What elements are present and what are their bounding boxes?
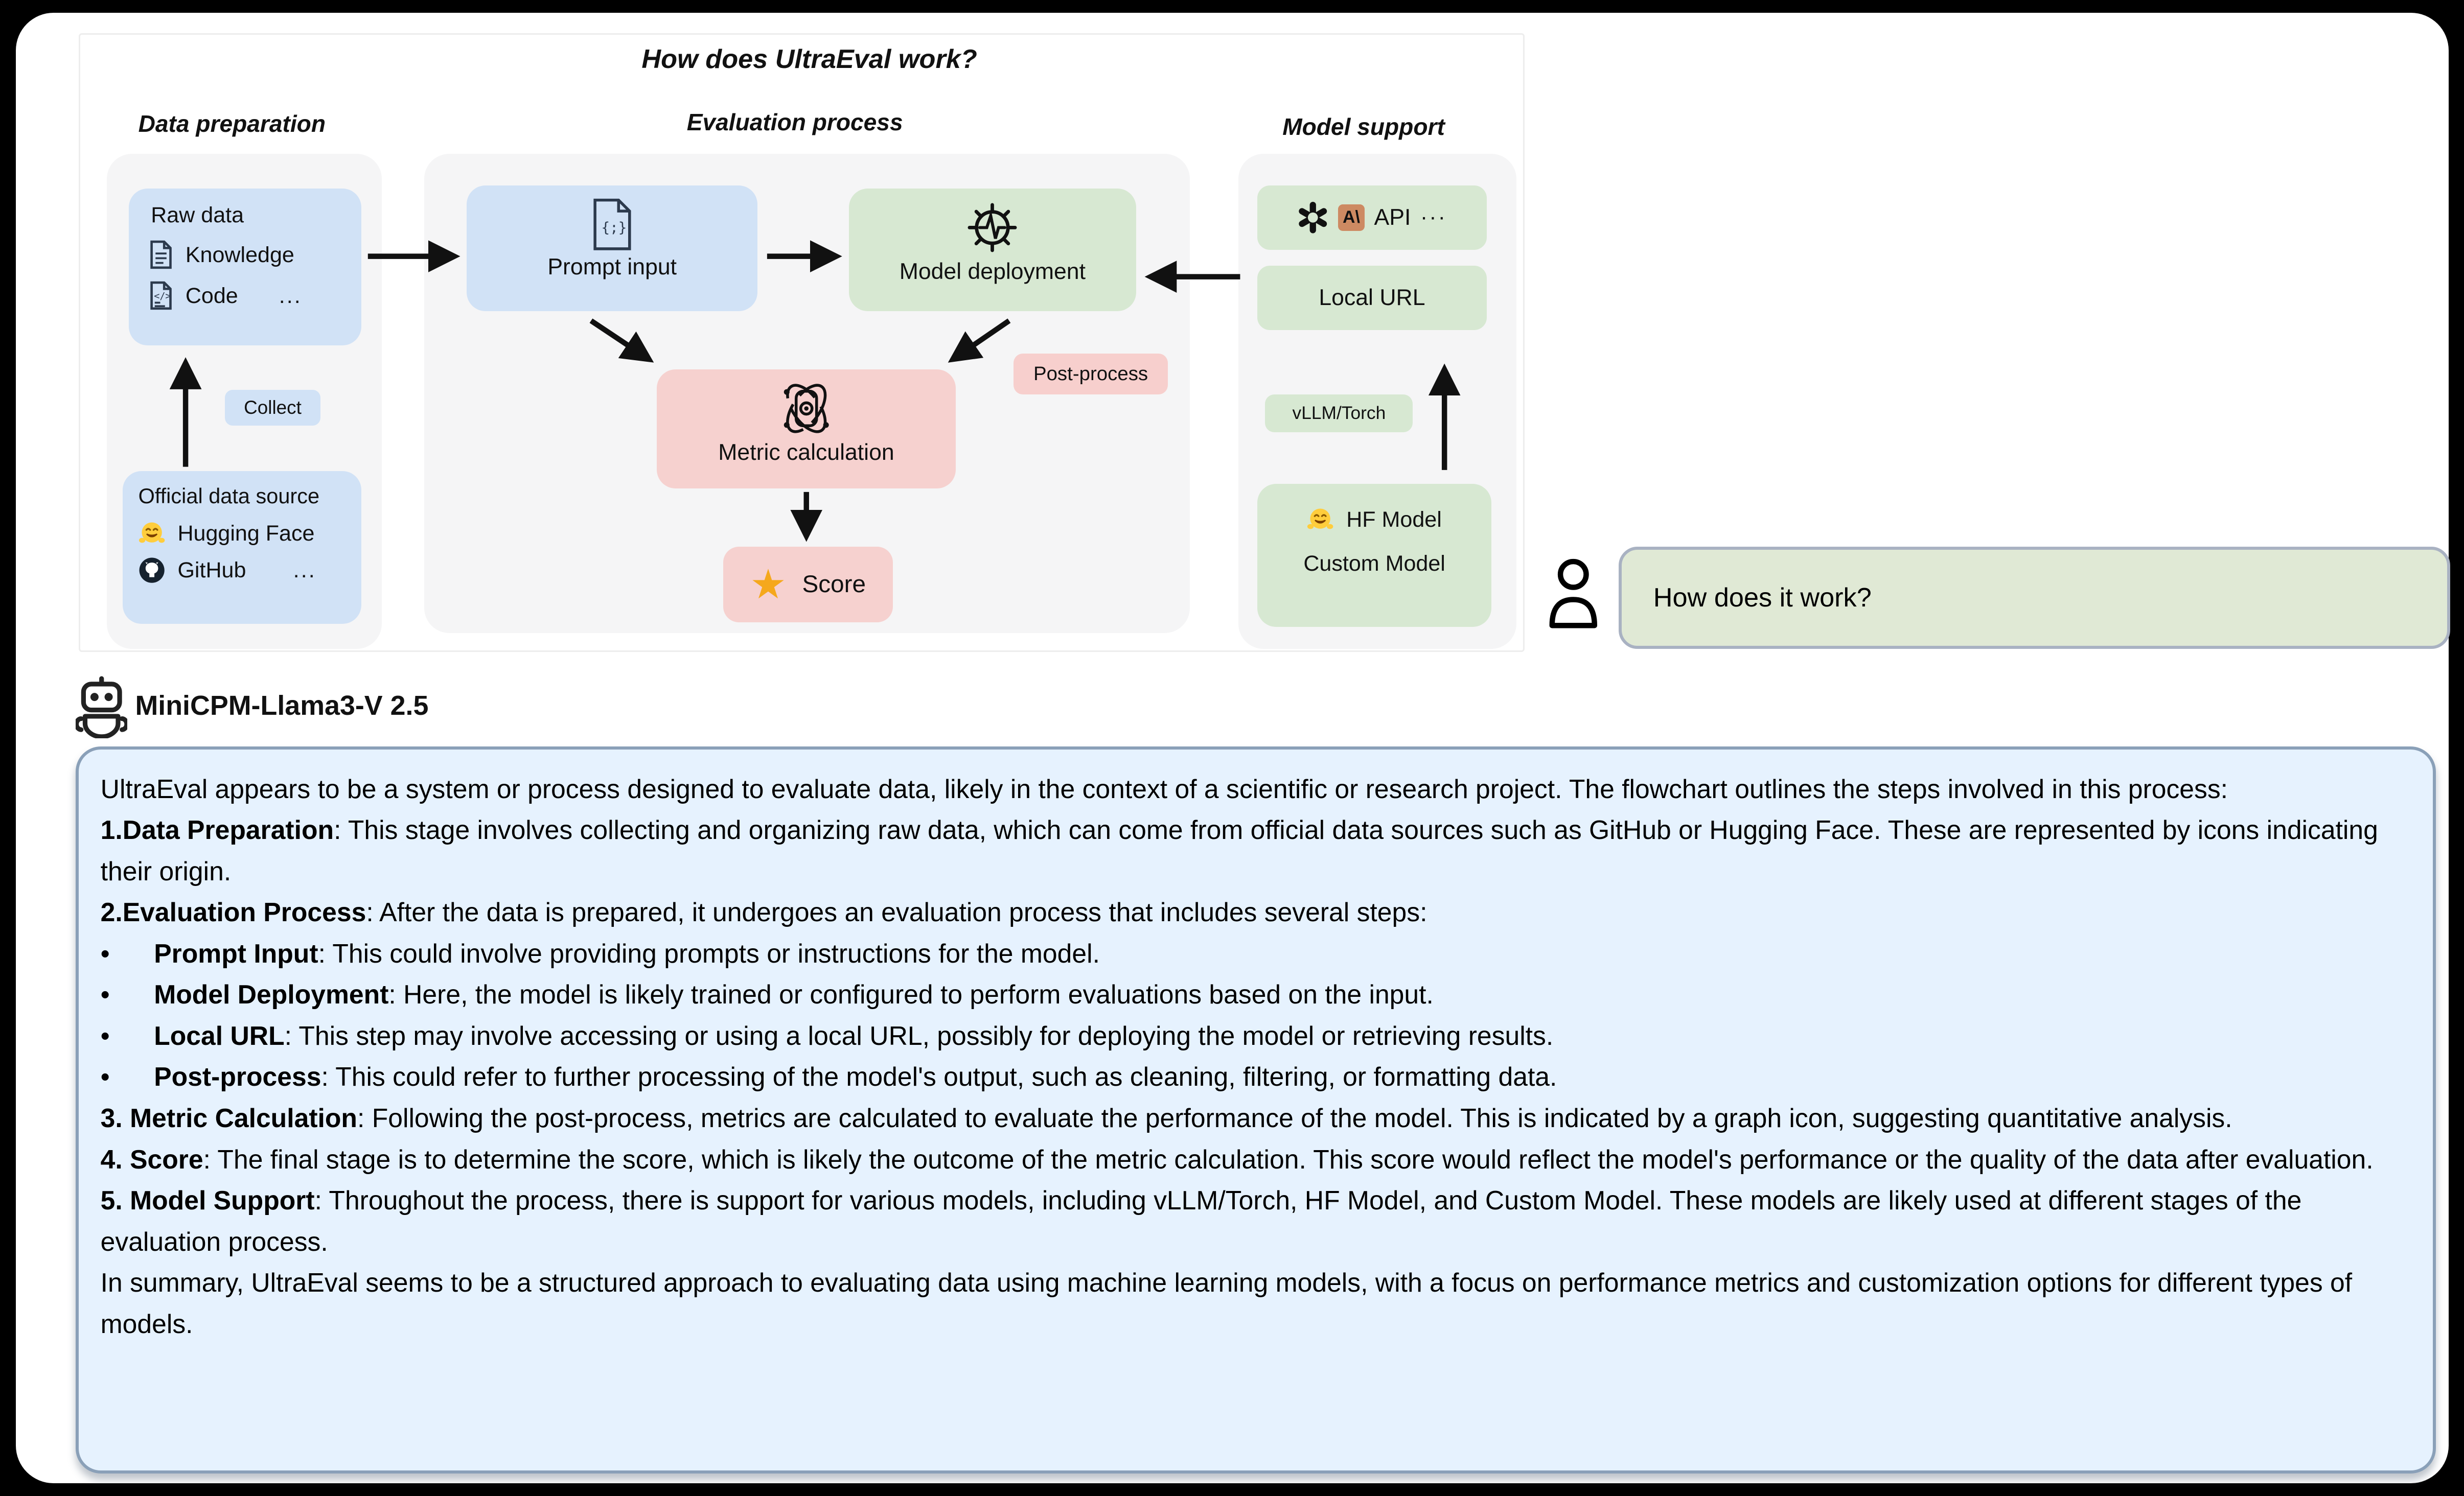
custom-model-label: Custom Model xyxy=(1303,551,1445,576)
raw-data-item-label: Knowledge xyxy=(185,242,294,267)
gear-pulse-icon xyxy=(849,198,1137,258)
header-evaluation-process: Evaluation process xyxy=(686,109,903,136)
answer-paragraph: 1.Data Preparation: This stage involves collecting and organizing raw data, which can come from official data sources such as GitHub or Hugging Face. These are represented by icons indicating their origin. xyxy=(100,815,2378,886)
model-deployment-label: Model deployment xyxy=(899,259,1086,285)
raw-data-ellipsis: ... xyxy=(279,283,302,308)
answer-paragraph: 3. Metric Calculation: Following the post-process, metrics are calculated to evaluate the performance of the model. This is indicated by a graph icon, suggesting quantitative analysis. xyxy=(100,1103,2232,1133)
official-data-source-box xyxy=(123,471,361,623)
api-label: API xyxy=(1374,204,1411,230)
answer-paragraph: UltraEval appears to be a system or process designed to evaluate data, likely in the context of a scientific or research project. The flowchart outlines the steps involved in this process: xyxy=(100,774,2228,804)
official-source-item-huggingface xyxy=(139,521,362,546)
hugging-face-icon xyxy=(1307,507,1333,532)
raw-data-item-code xyxy=(149,281,361,311)
official-source-label: GitHub xyxy=(177,558,246,582)
hugging-face-icon xyxy=(139,521,165,546)
model-deployment-box xyxy=(849,189,1137,311)
hf-model-box xyxy=(1257,484,1491,627)
official-source-ellipsis: ... xyxy=(293,558,316,582)
answer-bullet-item: • Model Deployment: Here, the model is likely trained or configured to perform evaluations based on the input. xyxy=(100,979,1434,1010)
header-model-support: Model support xyxy=(1282,113,1445,141)
answer-bullet-item: • Post-process: This could refer to further processing of the model's output, such as cleaning, filtering, or formatting data. xyxy=(100,1062,1557,1092)
api-ellipsis: ··· xyxy=(1420,205,1447,230)
github-icon xyxy=(139,557,165,583)
score-label: Score xyxy=(802,571,866,598)
raw-data-item-knowledge xyxy=(149,240,361,270)
code-file-icon xyxy=(149,281,173,311)
model-name: MiniCPM-Llama3-V 2.5 xyxy=(135,690,429,721)
answer-paragraph: 2.Evaluation Process: After the data is prepared, it undergoes an evaluation process that includes several steps: xyxy=(100,897,1427,927)
metric-calculation-label: Metric calculation xyxy=(718,439,894,465)
document-icon xyxy=(149,240,173,270)
answer-paragraph: In summary, UltraEval seems to be a structured approach to evaluating data using machine learning models, with a focus on performance metrics and customization options for different types of models. xyxy=(100,1268,2353,1339)
api-box xyxy=(1257,185,1487,250)
collect-label: Collect xyxy=(225,390,321,426)
flowchart-title: How does UltraEval work? xyxy=(641,44,977,75)
answer-paragraph: 5. Model Support: Throughout the process, there is support for various models, including vLLM/Torch, HF Model, and Custom Model. These models are likely used at different stages of the evaluation process. xyxy=(100,1185,2302,1256)
answer-bullet-item: • Prompt Input: This could involve providing prompts or instructions for the model. xyxy=(100,938,1100,968)
assistant-answer-box xyxy=(76,746,2436,1474)
answer-paragraph: 4. Score: The final stage is to determine the score, which is likely the outcome of the metric calculation. This score would reflect the model's performance or the quality of the data after evaluation. xyxy=(100,1144,2374,1174)
prompt-file-icon xyxy=(467,198,757,251)
raw-data-box xyxy=(129,189,361,346)
local-url-box: Local URL xyxy=(1257,266,1487,330)
metric-calculation-box xyxy=(657,369,955,489)
user-icon xyxy=(1547,558,1600,628)
official-source-title: Official data source xyxy=(138,484,320,508)
anthropic-icon: A\ xyxy=(1338,204,1365,231)
content-card xyxy=(16,13,2449,1483)
answer-bullet-item: • Local URL: This step may involve accessing or using a local URL, possibly for deploying the model or retrieving results. xyxy=(100,1020,1554,1050)
prompt-input-label: Prompt input xyxy=(547,254,677,280)
hf-model-row xyxy=(1257,507,1491,532)
raw-data-title: Raw data xyxy=(151,202,244,227)
header-data-preparation: Data preparation xyxy=(138,110,326,137)
hf-model-label: HF Model xyxy=(1346,507,1442,532)
prompt-input-box xyxy=(467,185,757,311)
score-box xyxy=(723,547,893,622)
user-message-text: How does it work? xyxy=(1653,582,1872,613)
raw-data-item-label: Code xyxy=(185,283,238,308)
post-process-label: Post-process xyxy=(1014,354,1167,394)
svg-text:</>: </> xyxy=(154,291,171,302)
star-icon: ★ xyxy=(750,561,787,607)
vllm-torch-label: vLLM/Torch xyxy=(1265,394,1413,432)
robot-icon xyxy=(76,675,127,738)
openai-icon xyxy=(1297,202,1329,233)
official-source-item-github xyxy=(139,557,362,583)
official-source-label: Hugging Face xyxy=(177,521,315,546)
user-message-bubble xyxy=(1619,547,2450,649)
metric-atom-icon xyxy=(657,377,955,440)
svg-text:{;}: {;} xyxy=(601,219,627,237)
